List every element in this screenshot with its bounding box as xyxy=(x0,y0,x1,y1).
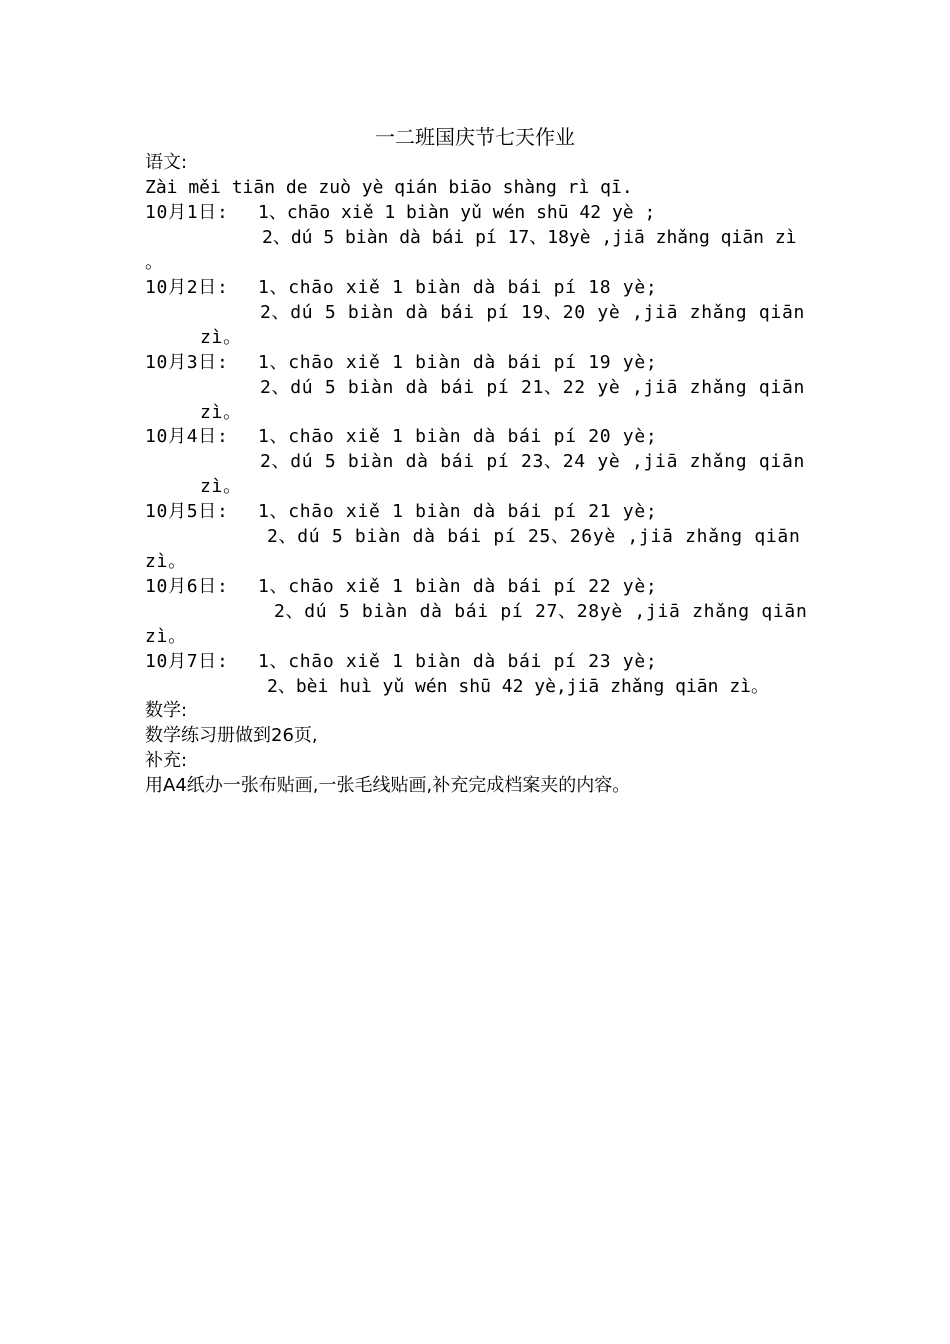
math-task: 数学练习册做到26页, xyxy=(145,725,318,746)
day-5-task-2-end: zì。 xyxy=(145,551,187,572)
day-1-task-2: 2、dú 5 biàn dà bái pí 17、18yè ,jiā zhǎng qiān zì xyxy=(262,227,797,248)
document-title: 一二班国庆节七天作业 xyxy=(375,125,575,149)
day-3-task-2: 2、dú 5 biàn dà bái pí 21、22 yè ,jiā zhǎng qiān xyxy=(260,377,806,398)
day-5-date: 10月5日: xyxy=(145,501,229,522)
day-1-date: 10月1日: xyxy=(145,202,229,223)
day-6-task-2-end: zì。 xyxy=(145,626,187,647)
day-1-task-2-end: 。 xyxy=(145,252,163,273)
day-6-task-1: 1、chāo xiě 1 biàn dà bái pí 22 yè; xyxy=(258,576,658,597)
day-7-task-2: 2、bèi huì yǔ wén shū 42 yè,jiā zhǎng qiān zì。 xyxy=(267,676,769,697)
day-3-task-1: 1、chāo xiě 1 biàn dà bái pí 19 yè; xyxy=(258,352,658,373)
day-4-task-2-end: zì。 xyxy=(200,476,242,497)
day-3-task-2-end: zì。 xyxy=(200,402,242,423)
day-5-task-2: 2、dú 5 biàn dà bái pí 25、26yè ,jiā zhǎng qiān xyxy=(267,526,801,547)
day-1-task-1: 1、chāo xiě 1 biàn yǔ wén shū 42 yè ; xyxy=(258,202,656,223)
extra-section-heading: 补充: xyxy=(145,750,188,771)
intro-instruction: Zài měi tiān de zuò yè qián biāo shàng rì qī. xyxy=(145,177,633,198)
day-6-task-2: 2、dú 5 biàn dà bái pí 27、28yè ,jiā zhǎng qiān xyxy=(274,601,808,622)
day-3-date: 10月3日: xyxy=(145,352,229,373)
day-4-task-1: 1、chāo xiě 1 biàn dà bái pí 20 yè; xyxy=(258,426,658,447)
chinese-section-heading: 语文: xyxy=(145,152,188,173)
math-section-heading: 数学: xyxy=(145,700,188,721)
day-2-date: 10月2日: xyxy=(145,277,229,298)
extra-task: 用A4纸办一张布贴画,一张毛线贴画,补充完成档案夹的内容。 xyxy=(145,775,631,796)
day-5-task-1: 1、chāo xiě 1 biàn dà bái pí 21 yè; xyxy=(258,501,658,522)
day-4-task-2: 2、dú 5 biàn dà bái pí 23、24 yè ,jiā zhǎng qiān xyxy=(260,451,806,472)
day-2-task-2: 2、dú 5 biàn dà bái pí 19、20 yè ,jiā zhǎng qiān xyxy=(260,302,806,323)
day-6-date: 10月6日: xyxy=(145,576,229,597)
day-2-task-2-end: zì。 xyxy=(200,327,242,348)
day-2-task-1: 1、chāo xiě 1 biàn dà bái pí 18 yè; xyxy=(258,277,658,298)
day-7-task-1: 1、chāo xiě 1 biàn dà bái pí 23 yè; xyxy=(258,651,658,672)
day-7-date: 10月7日: xyxy=(145,651,229,672)
day-4-date: 10月4日: xyxy=(145,426,229,447)
